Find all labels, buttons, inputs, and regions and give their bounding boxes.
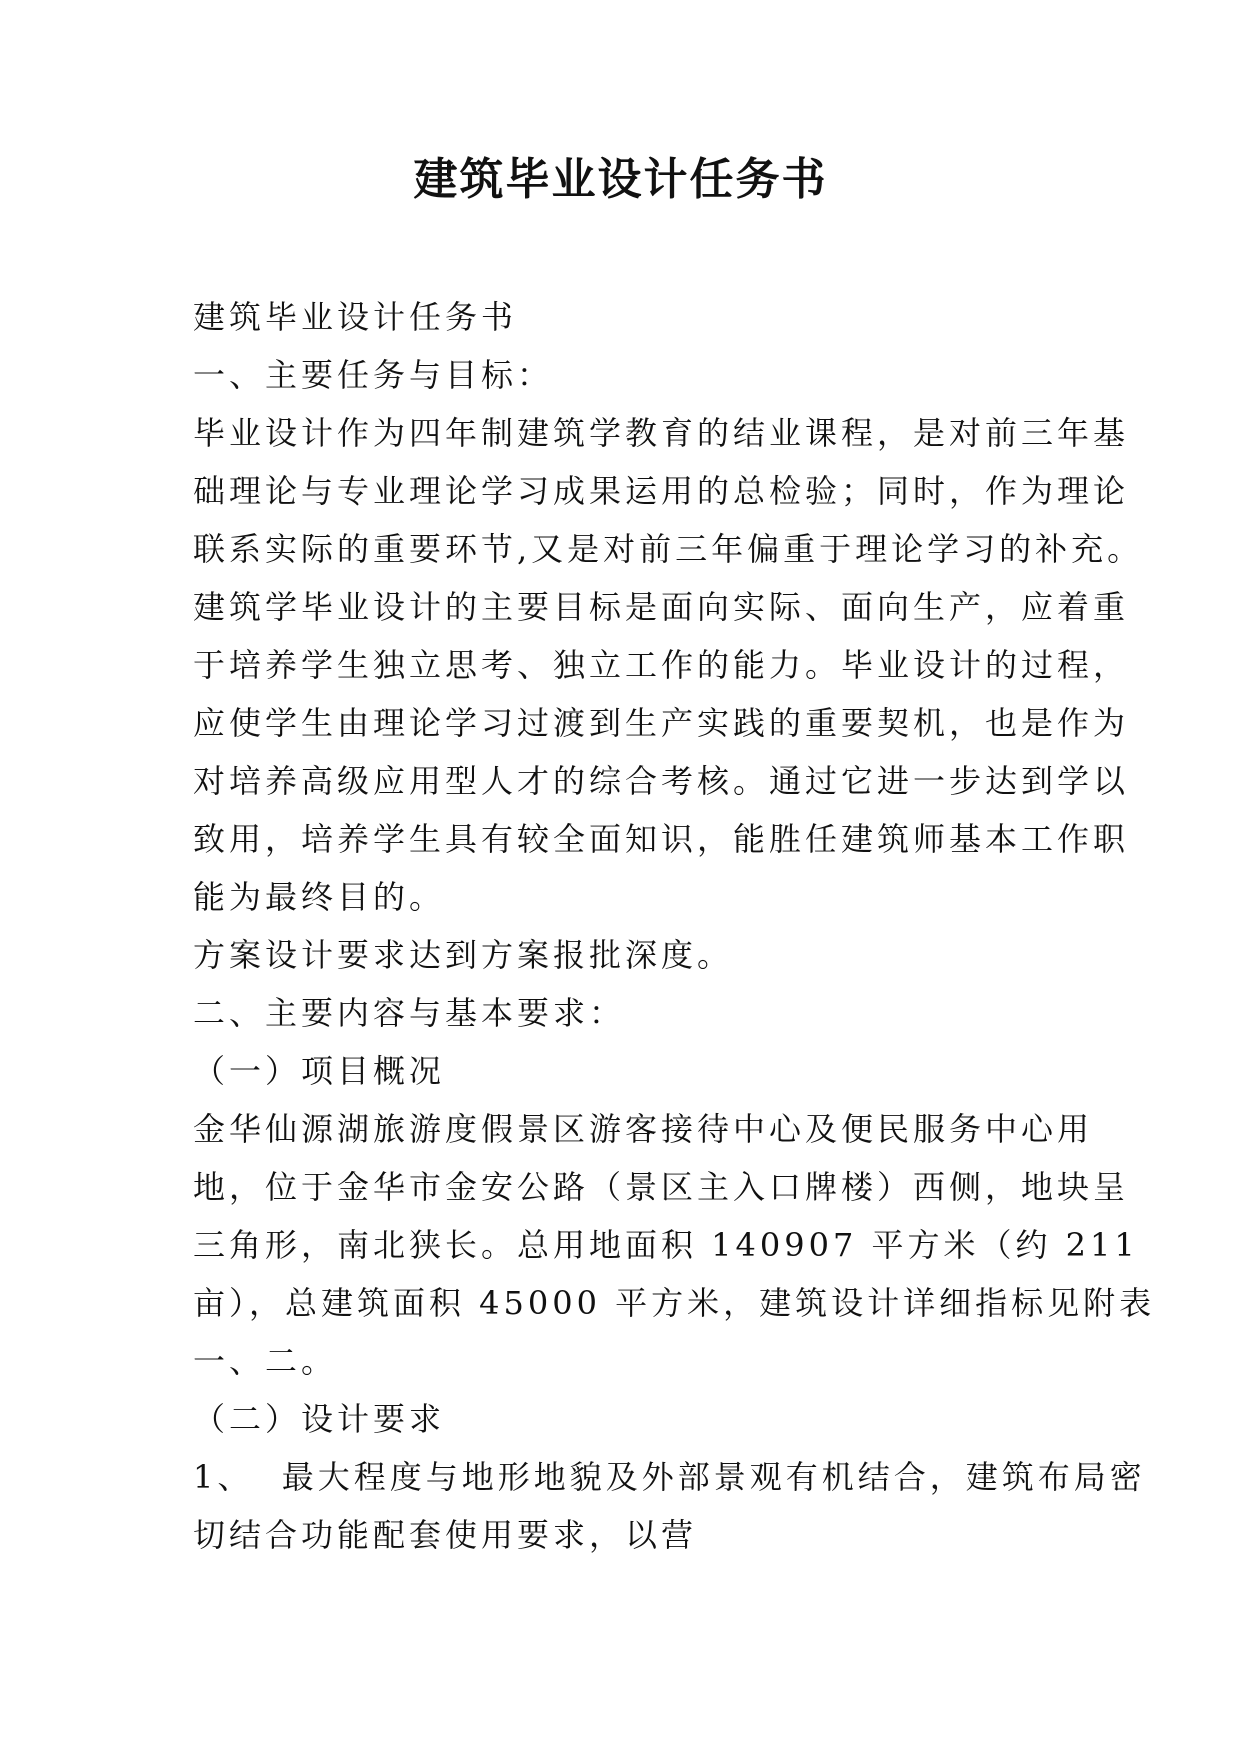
body-line: 三角形，南北狭长。总用地面积 140907 平方米（约 211 — [193, 1226, 1139, 1264]
body-line: 方案设计要求达到方案报批深度。 — [193, 936, 734, 974]
body-line: 地，位于金华市金安公路（景区主入口牌楼）西侧，地块呈 — [193, 1168, 1130, 1206]
document-title: 建筑毕业设计任务书 — [413, 154, 828, 205]
section-heading-goals: 一、主要任务与目标： — [193, 356, 554, 394]
body-line: 于培养学生独立思考、独立工作的能力。毕业设计的过程， — [193, 646, 1130, 684]
body-line: 亩），总建筑面积 45000 平方米，建筑设计详细指标见附表 — [193, 1284, 1156, 1322]
body-line: 毕业设计作为四年制建筑学教育的结业课程，是对前三年基 — [193, 414, 1130, 452]
body-line: 联系实际的重要环节,又是对前三年偏重于理论学习的补充。 — [193, 530, 1144, 568]
body-line: 对培养高级应用型人才的综合考核。通过它进一步达到学以 — [193, 762, 1130, 800]
body-line: 能为最终目的。 — [193, 878, 446, 916]
list-item-line: 1、 最大程度与地形地貌及外部景观有机结合，建筑布局密 — [193, 1458, 1146, 1496]
body-line: 一、二。 — [193, 1342, 338, 1380]
subsection-heading-overview: （一）项目概况 — [193, 1052, 446, 1090]
body-line: 切结合功能配套使用要求，以营 — [193, 1516, 698, 1554]
subsection-heading-design: （二）设计要求 — [193, 1400, 446, 1438]
body-line: 础理论与专业理论学习成果运用的总检验；同时，作为理论 — [193, 472, 1130, 510]
body-line: 金华仙源湖旅游度假景区游客接待中心及便民服务中心用 — [193, 1110, 1094, 1148]
body-line: 应使学生由理论学习过渡到生产实践的重要契机，也是作为 — [193, 704, 1130, 742]
body-line: 建筑学毕业设计的主要目标是面向实际、面向生产，应着重 — [193, 588, 1130, 626]
body-line: 致用，培养学生具有较全面知识，能胜任建筑师基本工作职 — [193, 820, 1130, 858]
document-body — [193, 288, 1156, 1564]
section-heading-requirements: 二、主要内容与基本要求： — [193, 994, 626, 1032]
body-line-heading: 建筑毕业设计任务书 — [193, 298, 518, 336]
